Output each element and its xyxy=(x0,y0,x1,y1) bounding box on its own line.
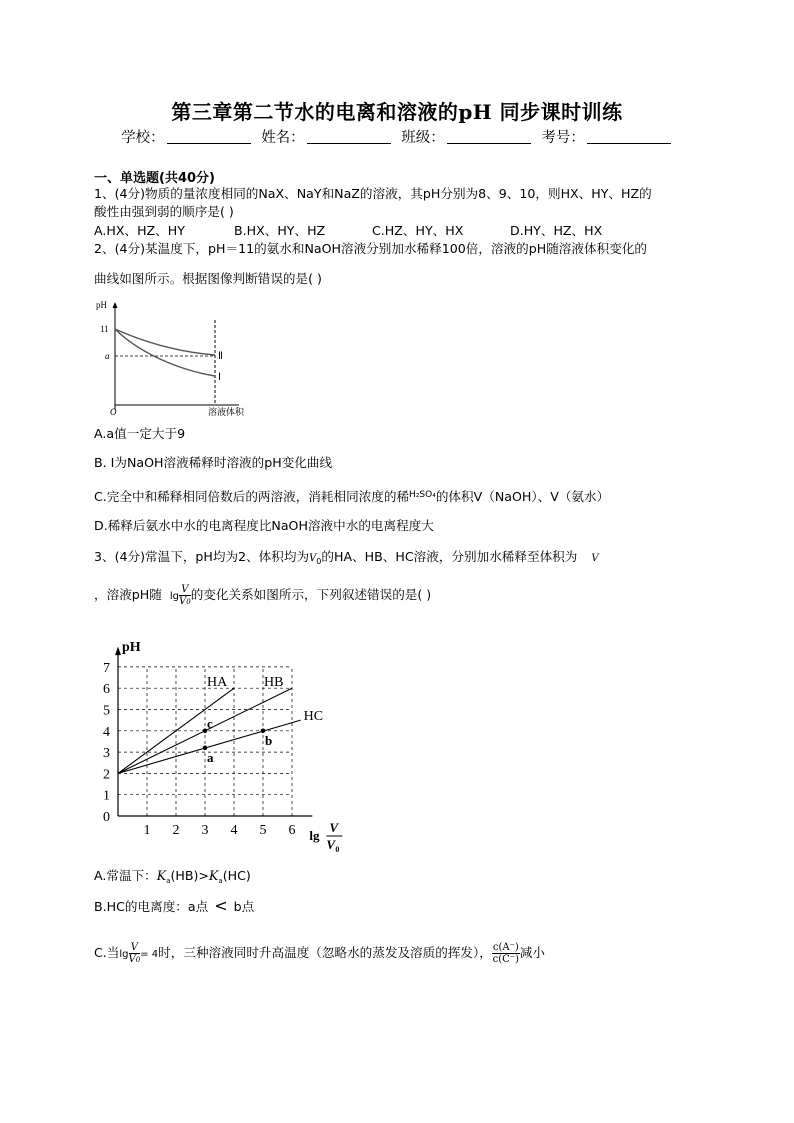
q2-option-c-pre: C.完全中和稀释相同倍数后的两溶液，消耗相同浓度的稀 xyxy=(94,489,410,504)
q3-chart xyxy=(94,636,344,860)
q2-line2: 曲线如图所示。根据图像判断错误的是( ) xyxy=(94,271,322,286)
q3-ka-symbol: K xyxy=(156,868,167,883)
q2-tick-a: a xyxy=(105,351,110,361)
page-title: 第三章第二节水的电离和溶液的pH 同步课时训练 xyxy=(171,100,623,124)
q3-option-c-ratio-den: c(C⁻) xyxy=(492,954,520,965)
q2-label-II: Ⅱ xyxy=(218,351,223,362)
y-tick-label: 0 xyxy=(103,810,110,825)
q1-option-b[interactable]: B.HX、HY、HZ xyxy=(234,223,326,238)
q3-frac-den-v: V xyxy=(178,595,187,607)
x-tick-label: 4 xyxy=(230,823,238,838)
q3-option-c-eq: = 4 xyxy=(140,949,159,960)
x-axis-label-den: V xyxy=(326,837,336,852)
q3-option-a-mid: (HB)> xyxy=(170,868,209,883)
series-label-hc: HC xyxy=(303,709,324,725)
class-blank[interactable] xyxy=(447,129,531,144)
series-label-ha: HA xyxy=(207,675,228,691)
q3-option-c-ratio xyxy=(492,942,520,965)
school-label: 学校： xyxy=(121,130,165,146)
q3-option-b-sym: < xyxy=(214,896,228,915)
q3-option-c-fraction xyxy=(129,942,141,966)
q2-label-I: Ⅰ xyxy=(218,372,221,383)
q3-line1-pre: 3、(4分)常温下，pH均为2、体积均为 xyxy=(94,549,310,564)
q3-line1 xyxy=(94,548,599,571)
q3-option-c-frac-num: V xyxy=(129,942,141,954)
section-heading: 一、单选题(共40分) xyxy=(94,171,215,186)
q3-option-c-lg: lg xyxy=(119,949,129,960)
y-tick-label: 1 xyxy=(103,788,110,804)
q3-option-b[interactable] xyxy=(94,897,254,916)
x-tick-label: 3 xyxy=(201,823,209,838)
q1-line2: 酸性由强到弱的顺序是( ) xyxy=(94,204,234,219)
q2-option-c-formula: H₂SO₄ xyxy=(409,490,436,500)
y-axis-label: pH xyxy=(122,639,141,655)
q2-option-a[interactable]: A.a值一定大于9 xyxy=(94,426,186,441)
x-tick-label: 2 xyxy=(172,823,180,838)
q3-option-c-ratio-num: c(A⁻) xyxy=(492,942,519,953)
q3-option-c-frac-den-sub: 0 xyxy=(135,955,141,964)
y-tick-label: 2 xyxy=(103,767,110,783)
q3-option-c-frac-den-v: V xyxy=(128,953,136,965)
q3-option-a-end: (HC) xyxy=(222,868,251,883)
q3-option-a-pre: A.常温下： xyxy=(94,868,157,883)
q2-option-b[interactable]: B. Ⅰ为NaOH溶液稀释时溶液的pH变化曲线 xyxy=(94,455,333,470)
q3-frac-den-sub: 0 xyxy=(186,597,191,606)
school-blank[interactable] xyxy=(167,129,251,144)
q3-v0-sub: 0 xyxy=(316,557,322,566)
x-tick-label: 6 xyxy=(288,823,296,838)
class-label: 班级： xyxy=(401,130,445,146)
point-label-c: c xyxy=(207,715,213,731)
q2-ylabel: pH xyxy=(96,300,107,310)
q3-option-a[interactable]: A.常温下：$K_a(HB)>K_a(HC)$ xyxy=(94,868,251,885)
q1-option-d[interactable]: D.HY、HZ、HX xyxy=(510,223,603,238)
q3-option-b-post: b点 xyxy=(233,899,255,914)
q3-option-c-frac-den xyxy=(129,954,141,966)
q3-v-over-v0-fraction xyxy=(179,584,191,608)
x-axis-label-den-sub: 0 xyxy=(335,845,340,854)
q2-tick-11: 11 xyxy=(100,324,109,334)
y-tick-label: 3 xyxy=(103,746,110,762)
x-tick-label: 1 xyxy=(143,823,151,838)
q2-xlabel: 溶液体积 xyxy=(208,407,245,417)
q3-option-c-pre: C.当 xyxy=(94,945,120,960)
q2-option-c-post: 的体积V（NaOH）、V（氨水） xyxy=(435,489,610,504)
q2-chart xyxy=(94,298,264,418)
q3-line2 xyxy=(94,578,431,614)
q3-option-c-post: 减小 xyxy=(519,945,545,960)
q3-lg: lg xyxy=(169,591,179,602)
q2-option-d[interactable]: D.稀释后氨水中水的电离程度比NaOH溶液中水的电离程度大 xyxy=(94,518,434,533)
series-label-hb: HB xyxy=(264,675,284,691)
point-label-a: a xyxy=(207,749,214,765)
q3-ka-symbol-2: K xyxy=(209,868,219,883)
y-tick-label: 4 xyxy=(103,724,110,740)
q3-line2-post: 的变化关系如图所示，下列叙述错误的是( ) xyxy=(190,587,432,602)
q3-option-b-pre: B.HC的电离度：a点 xyxy=(94,899,209,914)
q2-option-c[interactable] xyxy=(94,486,609,506)
y-axis-arrow xyxy=(115,647,121,656)
q3-line2-pre: ，溶液pH随 xyxy=(94,587,162,602)
q2-line1: 2、(4分)某温度下，pH＝11的氨水和NaOH溶液分别加水稀释100倍，溶液的pH随溶液体积变化的 xyxy=(94,241,647,256)
q3-v0: V xyxy=(309,553,317,564)
q3-option-c-mid: 时，三种溶液同时升高温度（忽略水的蒸发及溶质的挥发）， xyxy=(158,945,492,960)
q3-labels xyxy=(122,640,342,854)
q2-y-arrow xyxy=(113,302,118,308)
x-axis-label-num: V xyxy=(329,820,339,835)
q3-line1-mid: 的HA、HB、HC溶液，分别加水稀释至体积为 xyxy=(321,549,578,564)
q3-v: V xyxy=(591,553,599,564)
name-blank[interactable] xyxy=(307,129,391,144)
q1-option-a[interactable]: A.HX、HZ、HY xyxy=(94,223,185,238)
q2-curve-I xyxy=(115,329,215,376)
student-info xyxy=(0,126,794,147)
q1-option-c[interactable]: C.HZ、HY、HX xyxy=(372,223,464,238)
exam-no-blank[interactable] xyxy=(587,129,671,144)
name-label: 姓名： xyxy=(261,130,305,146)
x-tick-label: 5 xyxy=(259,823,267,838)
q3-frac-num: V xyxy=(179,584,191,596)
x-axis-label-lg: lg xyxy=(309,828,320,843)
y-tick-label: 7 xyxy=(103,660,110,676)
q1-line1: 1、(4分)物质的量浓度相同的NaX、NaY和NaZ的溶液，其pH分别为8、9、10，则HX、HY、HZ的 xyxy=(94,186,652,201)
point-label-b: b xyxy=(265,732,273,748)
y-tick-label: 6 xyxy=(103,682,110,698)
exam-no-label: 考号： xyxy=(541,130,585,146)
q3-axes xyxy=(115,647,312,816)
y-tick-label: 5 xyxy=(103,703,110,719)
q2-origin: O xyxy=(110,407,117,417)
q3-option-c[interactable] xyxy=(94,935,545,973)
q3-frac-den xyxy=(179,596,191,608)
